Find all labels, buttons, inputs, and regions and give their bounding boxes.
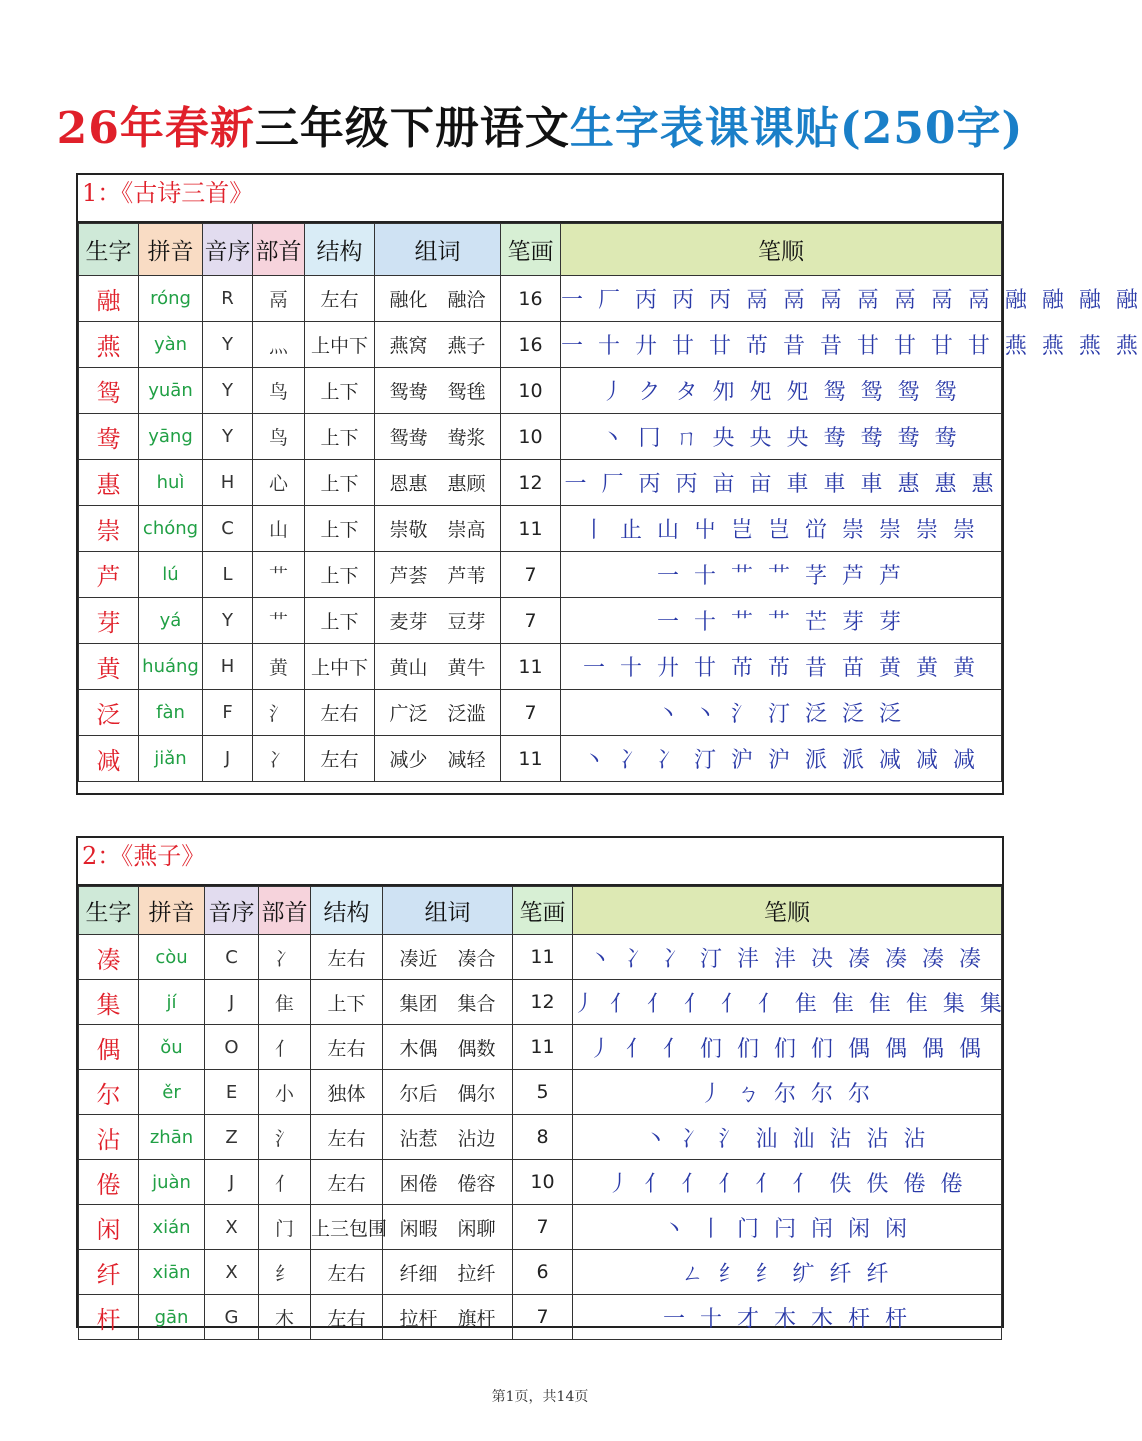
word-1: 麦芽 [389, 611, 428, 633]
stroke-count-cell: 8 [513, 1115, 573, 1160]
structure-cell: 上下 [305, 552, 375, 598]
character-cell: 倦 [79, 1160, 139, 1205]
stroke-count-cell: 11 [513, 1025, 573, 1070]
table-row [79, 1250, 1002, 1295]
character-cell: 融 [79, 276, 139, 322]
table-row [79, 276, 1002, 322]
stroke-order-cell: 丶 冫 氵 汕 汕 沾 沾 沾 [573, 1115, 1002, 1160]
words-cell [375, 598, 501, 644]
words-cell [375, 276, 501, 322]
table-row [79, 506, 1002, 552]
word-2: 沾边 [457, 1127, 496, 1150]
stroke-count-cell: 7 [501, 690, 561, 736]
structure-cell: 左右 [305, 736, 375, 782]
initial-cell: Z [205, 1115, 259, 1160]
word-1: 沾惹 [399, 1127, 438, 1150]
table-row [79, 460, 1002, 506]
character-cell: 泛 [79, 690, 139, 736]
header-jiegou: 结构 [305, 224, 375, 276]
section-title: 1：《古诗三首》 [78, 175, 1002, 223]
radical-cell: 木 [259, 1295, 311, 1340]
initial-cell: Y [203, 414, 253, 460]
stroke-order-cell: 丿 亻 亻 亻 亻 亻 佚 佚 倦 倦 [573, 1160, 1002, 1205]
words-cell [375, 414, 501, 460]
lesson-section-2 [76, 836, 1006, 1334]
pinyin-cell: còu [139, 935, 205, 980]
pinyin-cell: jiǎn [139, 736, 203, 782]
stroke-count-cell: 7 [501, 552, 561, 598]
word-1: 融化 [389, 289, 428, 311]
stroke-order-cell: 丶 冫 冫 汀 沣 沣 决 凑 凑 凑 凑 [573, 935, 1002, 980]
initial-cell: O [205, 1025, 259, 1070]
word-1: 闲暇 [399, 1217, 438, 1240]
word-1: 崇敬 [389, 519, 428, 541]
table-row [79, 736, 1002, 782]
words-cell [375, 460, 501, 506]
structure-cell: 上下 [305, 414, 375, 460]
structure-cell: 左右 [311, 1295, 383, 1340]
word-1: 鸳鸯 [389, 381, 428, 403]
initial-cell: Y [203, 368, 253, 414]
header-bushou: 部首 [259, 887, 311, 935]
word-1: 芦荟 [389, 565, 428, 587]
stroke-order-cell: 一 十 廾 廿 芇 芇 昔 苗 黄 黄 黄 [561, 644, 1002, 690]
header-pinyin: 拼音 [139, 887, 205, 935]
words-cell [375, 644, 501, 690]
stroke-count-cell: 7 [501, 598, 561, 644]
character-table [78, 223, 1142, 782]
structure-cell: 独体 [311, 1070, 383, 1115]
pinyin-cell: huì [139, 460, 203, 506]
structure-cell: 上下 [305, 598, 375, 644]
stroke-order-cell: 丿 ㄅ 尔 尔 尔 [573, 1070, 1002, 1115]
radical-cell: 小 [259, 1070, 311, 1115]
word-2: 偶数 [457, 1037, 496, 1060]
pinyin-cell: xián [139, 1205, 205, 1250]
stroke-order-cell: 一 厂 丙 丙 丙 鬲 鬲 鬲 鬲 鬲 鬲 鬲 融 融 融 融 [561, 276, 1002, 322]
words-cell [375, 690, 501, 736]
initial-cell: H [203, 644, 253, 690]
structure-cell: 上下 [305, 368, 375, 414]
radical-cell: 隹 [259, 980, 311, 1025]
radical-cell: 鬲 [253, 276, 305, 322]
pinyin-cell: lú [139, 552, 203, 598]
initial-cell: E [205, 1070, 259, 1115]
word-1: 燕窝 [389, 335, 428, 357]
word-2: 泛滥 [447, 703, 486, 725]
character-cell: 减 [79, 736, 139, 782]
header-zuci: 组词 [375, 224, 501, 276]
pinyin-cell: gān [139, 1295, 205, 1340]
radical-cell: 门 [259, 1205, 311, 1250]
character-cell: 鸳 [79, 368, 139, 414]
structure-cell: 上中下 [305, 322, 375, 368]
initial-cell: L [203, 552, 253, 598]
character-table [78, 886, 1006, 1340]
title-grade: 三年级下册语文 [254, 103, 570, 154]
word-2: 倦容 [457, 1172, 496, 1195]
stroke-order-cell: 丿 亻 亻 们 们 们 们 偶 偶 偶 偶 [573, 1025, 1002, 1070]
character-cell: 芦 [79, 552, 139, 598]
character-cell: 杆 [79, 1295, 139, 1340]
stroke-order-cell: 丶 冂 ㄇ 央 央 央 鸯 鸯 鸯 鸯 [561, 414, 1002, 460]
structure-cell: 上三包围 [311, 1205, 383, 1250]
table-row [79, 1160, 1002, 1205]
header-yinxu: 音序 [205, 887, 259, 935]
initial-cell: J [203, 736, 253, 782]
stroke-order-cell: 一 厂 丙 丙 亩 亩 車 車 車 惠 惠 惠 [561, 460, 1002, 506]
radical-cell: 氵 [259, 1115, 311, 1160]
initial-cell: C [205, 935, 259, 980]
pinyin-cell: jí [139, 980, 205, 1025]
words-cell [383, 1250, 513, 1295]
stroke-count-cell: 12 [501, 460, 561, 506]
header-bushou: 部首 [253, 224, 305, 276]
stroke-order-cell: 丶 丨 门 闩 闬 闲 闲 [573, 1205, 1002, 1250]
header-jiegou: 结构 [311, 887, 383, 935]
character-cell: 黄 [79, 644, 139, 690]
structure-cell: 左右 [311, 1160, 383, 1205]
word-2: 拉纤 [457, 1262, 496, 1285]
table-row [79, 644, 1002, 690]
header-bishun: 笔顺 [573, 887, 1002, 935]
stroke-order-cell: ㄥ 纟 纟 纩 纤 纤 [573, 1250, 1002, 1295]
pinyin-cell: juàn [139, 1160, 205, 1205]
stroke-count-cell: 6 [513, 1250, 573, 1295]
table-row [79, 980, 1002, 1025]
initial-cell: R [203, 276, 253, 322]
character-cell: 尔 [79, 1070, 139, 1115]
character-cell: 凑 [79, 935, 139, 980]
character-cell: 燕 [79, 322, 139, 368]
words-cell [375, 322, 501, 368]
stroke-order-cell: 丶 冫 冫 汀 沪 沪 派 派 减 减 减 [561, 736, 1002, 782]
structure-cell: 上下 [305, 506, 375, 552]
word-2: 黄牛 [447, 657, 486, 679]
radical-cell: 灬 [253, 322, 305, 368]
words-cell [383, 980, 513, 1025]
table-row [79, 1295, 1002, 1340]
initial-cell: F [203, 690, 253, 736]
radical-cell: 冫 [259, 935, 311, 980]
character-cell: 芽 [79, 598, 139, 644]
radical-cell: 亻 [259, 1160, 311, 1205]
initial-cell: X [205, 1205, 259, 1250]
word-2: 减轻 [447, 749, 486, 771]
stroke-order-cell: 丨 止 山 屮 岂 岂 峃 崇 崇 崇 崇 [561, 506, 1002, 552]
structure-cell: 上下 [311, 980, 383, 1025]
word-2: 豆芽 [447, 611, 486, 633]
stroke-order-cell: 一 十 才 木 木 杆 杆 [573, 1295, 1002, 1340]
pinyin-cell: yuān [139, 368, 203, 414]
structure-cell: 左右 [311, 1115, 383, 1160]
word-1: 凑近 [399, 947, 438, 970]
word-2: 崇高 [447, 519, 486, 541]
pinyin-cell: róng [139, 276, 203, 322]
word-2: 鸯浆 [447, 427, 486, 449]
initial-cell: Y [203, 322, 253, 368]
table-row [79, 598, 1002, 644]
header-pinyin: 拼音 [139, 224, 203, 276]
pinyin-cell: ěr [139, 1070, 205, 1115]
structure-cell: 左右 [305, 690, 375, 736]
stroke-count-cell: 10 [513, 1160, 573, 1205]
words-cell [383, 1205, 513, 1250]
header-bihua: 笔画 [513, 887, 573, 935]
character-cell: 纤 [79, 1250, 139, 1295]
pinyin-cell: huáng [139, 644, 203, 690]
character-cell: 集 [79, 980, 139, 1025]
table-row [79, 935, 1002, 980]
structure-cell: 左右 [305, 276, 375, 322]
initial-cell: Y [203, 598, 253, 644]
words-cell [383, 935, 513, 980]
structure-cell: 上中下 [305, 644, 375, 690]
pinyin-cell: chóng [139, 506, 203, 552]
table-row [79, 368, 1002, 414]
structure-cell: 左右 [311, 1250, 383, 1295]
stroke-order-cell: 一 十 艹 艹 芒 芽 芽 [561, 598, 1002, 644]
words-cell [383, 1160, 513, 1205]
pinyin-cell: yàn [139, 322, 203, 368]
word-1: 拉杆 [399, 1307, 438, 1330]
stroke-order-cell: 丿 亻 亻 亻 亻 亻 隹 隹 隹 隹 集 集 [573, 980, 1002, 1025]
structure-cell: 左右 [311, 935, 383, 980]
header-yinxu: 音序 [203, 224, 253, 276]
header-zuci: 组词 [383, 887, 513, 935]
word-1: 黄山 [389, 657, 428, 679]
words-cell [375, 368, 501, 414]
table-header-row [79, 224, 1002, 276]
radical-cell: 黄 [253, 644, 305, 690]
pinyin-cell: zhān [139, 1115, 205, 1160]
stroke-count-cell: 7 [513, 1295, 573, 1340]
word-2: 鸳毪 [447, 381, 486, 403]
word-1: 集团 [399, 992, 438, 1015]
words-cell [383, 1025, 513, 1070]
radical-cell: 鸟 [253, 414, 305, 460]
stroke-count-cell: 16 [501, 276, 561, 322]
word-1: 广泛 [389, 703, 428, 725]
table-row [79, 690, 1002, 736]
radical-cell: 艹 [253, 598, 305, 644]
pinyin-cell: yá [139, 598, 203, 644]
stroke-count-cell: 11 [501, 736, 561, 782]
radical-cell: 亻 [259, 1025, 311, 1070]
word-1: 木偶 [399, 1037, 438, 1060]
words-cell [383, 1115, 513, 1160]
word-1: 困倦 [399, 1172, 438, 1195]
word-1: 尔后 [399, 1082, 438, 1105]
word-2: 芦苇 [447, 565, 486, 587]
word-2: 凑合 [457, 947, 496, 970]
table-row [79, 1070, 1002, 1115]
character-cell: 崇 [79, 506, 139, 552]
word-2: 燕子 [447, 335, 486, 357]
header-zi: 生字 [79, 887, 139, 935]
table-row [79, 414, 1002, 460]
initial-cell: H [203, 460, 253, 506]
words-cell [383, 1295, 513, 1340]
initial-cell: G [205, 1295, 259, 1340]
table-header-row [79, 887, 1002, 935]
word-1: 恩惠 [389, 473, 428, 495]
character-cell: 沾 [79, 1115, 139, 1160]
stroke-count-cell: 11 [513, 935, 573, 980]
table-row [79, 552, 1002, 598]
structure-cell: 左右 [311, 1025, 383, 1070]
word-2: 融洽 [447, 289, 486, 311]
word-2: 闲聊 [457, 1217, 496, 1240]
radical-cell: 冫 [253, 736, 305, 782]
words-cell [375, 552, 501, 598]
stroke-order-cell: 一 十 廾 廿 廿 芇 昔 昔 甘 甘 甘 甘 燕 燕 燕 燕 [561, 322, 1002, 368]
title-year: 26年春新 [56, 103, 255, 154]
radical-cell: 山 [253, 506, 305, 552]
stroke-order-cell: 一 十 艹 艹 芓 芦 芦 [561, 552, 1002, 598]
title-subject: 生字表课课贴(250字) [569, 103, 1024, 154]
header-zi: 生字 [79, 224, 139, 276]
word-1: 纤细 [399, 1262, 438, 1285]
lesson-section-1 [76, 173, 1142, 795]
table-row [79, 1115, 1002, 1160]
pinyin-cell: ǒu [139, 1025, 205, 1070]
header-bihua: 笔画 [501, 224, 561, 276]
radical-cell: 艹 [253, 552, 305, 598]
section-title: 2：《燕子》 [78, 838, 1002, 886]
radical-cell: 纟 [259, 1250, 311, 1295]
stroke-count-cell: 5 [513, 1070, 573, 1115]
character-cell: 鸯 [79, 414, 139, 460]
stroke-count-cell: 11 [501, 644, 561, 690]
character-cell: 惠 [79, 460, 139, 506]
stroke-order-cell: 丶 丶 氵 汀 泛 泛 泛 [561, 690, 1002, 736]
words-cell [383, 1070, 513, 1115]
stroke-count-cell: 12 [513, 980, 573, 1025]
initial-cell: C [203, 506, 253, 552]
stroke-count-cell: 11 [501, 506, 561, 552]
words-cell [375, 736, 501, 782]
stroke-count-cell: 16 [501, 322, 561, 368]
radical-cell: 氵 [253, 690, 305, 736]
initial-cell: X [205, 1250, 259, 1295]
word-1: 减少 [389, 749, 428, 771]
pinyin-cell: fàn [139, 690, 203, 736]
initial-cell: J [205, 980, 259, 1025]
words-cell [375, 506, 501, 552]
stroke-count-cell: 7 [513, 1205, 573, 1250]
radical-cell: 心 [253, 460, 305, 506]
header-bishun: 笔顺 [561, 224, 1002, 276]
word-2: 惠顾 [447, 473, 486, 495]
structure-cell: 上下 [305, 460, 375, 506]
pinyin-cell: xiān [139, 1250, 205, 1295]
initial-cell: J [205, 1160, 259, 1205]
page-title [0, 92, 1080, 156]
stroke-count-cell: 10 [501, 368, 561, 414]
word-2: 集合 [457, 992, 496, 1015]
character-cell: 闲 [79, 1205, 139, 1250]
stroke-count-cell: 10 [501, 414, 561, 460]
table-row [79, 1205, 1002, 1250]
radical-cell: 鸟 [253, 368, 305, 414]
page-number: 第1页，共14页 [491, 1389, 589, 1405]
pinyin-cell: yāng [139, 414, 203, 460]
table-row [79, 322, 1002, 368]
word-2: 偶尔 [457, 1082, 496, 1105]
word-2: 旗杆 [457, 1307, 496, 1330]
stroke-order-cell: 丿 ク タ 夘 夗 夗 鸳 鸳 鸳 鸳 [561, 368, 1002, 414]
word-1: 鸳鸯 [389, 427, 428, 449]
table-row [79, 1025, 1002, 1070]
character-cell: 偶 [79, 1025, 139, 1070]
